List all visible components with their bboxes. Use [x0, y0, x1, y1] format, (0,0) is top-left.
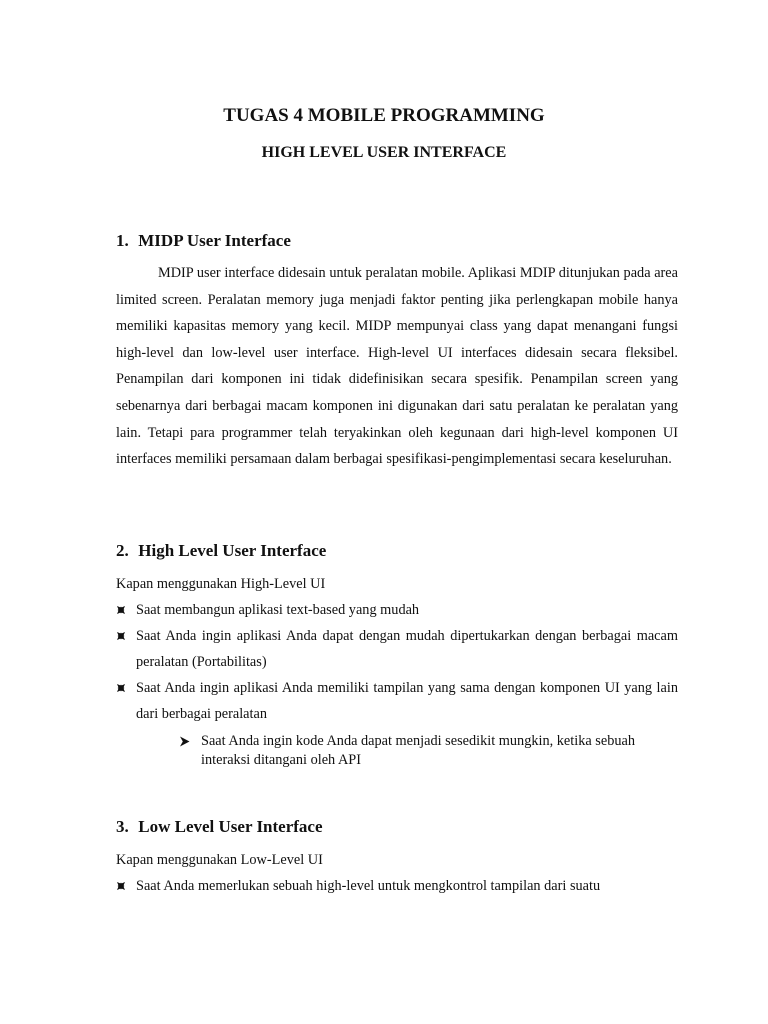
bullet-list	[116, 597, 678, 770]
section-intro: Kapan menggunakan Low-Level UI	[116, 852, 323, 868]
bullet-icon	[116, 605, 126, 615]
list-item	[116, 597, 678, 623]
bullet-list	[116, 873, 678, 899]
bullet-icon	[116, 881, 126, 891]
bullet-icon	[116, 683, 126, 693]
list-item	[116, 623, 678, 675]
list-item-text: Saat Anda ingin aplikasi Anda memiliki tampilan yang sama dengan komponen UI yang lain dari berbagai peralatan	[136, 680, 678, 722]
section-title: MIDP User Interface	[138, 231, 291, 250]
section-title: High Level User Interface	[138, 541, 327, 560]
list-item-text: Saat Anda memerlukan sebuah high-level untuk mengkontrol tampilan dari suatu	[136, 878, 601, 894]
list-item-text: Saat membangun aplikasi text-based yang mudah	[136, 602, 420, 618]
list-item	[116, 675, 678, 770]
section-number: 2.	[116, 541, 129, 560]
section-heading-high-level	[116, 541, 326, 561]
list-item	[116, 873, 678, 899]
bullet-icon	[116, 631, 126, 641]
section-intro: Kapan menggunakan High-Level UI	[116, 576, 326, 592]
document-subtitle: HIGH LEVEL USER INTERFACE	[261, 144, 507, 161]
sub-list-item-text: Saat Anda ingin kode Anda dapat menjadi sesedikit mungkin, ketika sebuah interaksi ditangani oleh API	[201, 733, 635, 768]
sub-list-item	[136, 732, 678, 770]
section-number: 3.	[116, 817, 129, 836]
section-heading-low-level	[116, 817, 323, 837]
section-number: 1.	[116, 231, 129, 250]
arrowhead-bullet-icon	[179, 736, 190, 747]
sub-bullet-list	[136, 732, 678, 770]
section-title: Low Level User Interface	[138, 817, 323, 836]
section-heading-midp	[116, 231, 291, 251]
list-item-text: Saat Anda ingin aplikasi Anda dapat dengan mudah dipertukarkan dengan berbagai macam peralatan (Portabilitas)	[136, 628, 678, 670]
document-title: TUGAS 4 MOBILE PROGRAMMING	[223, 105, 545, 126]
section-paragraph: MDIP user interface didesain untuk peralatan mobile. Aplikasi MDIP ditunjukan pada area limited screen. Peralatan memory juga menjadi faktor penting jika perlengkapan mobile hanya memiliki kapasitas memory yang kecil. MIDP mempunyai class yang dapat menangani fungsi high-level dan low-level user interface. High-level UI interfaces didesain secara fleksibel. Penampilan dari komponen ini tidak didefinisikan secara spesifik. Penampilan screen yang sebenarnya dari berbagai macam komponen ini digunakan dari satu peralatan ke peralatan yang lain. Tetapi para programmer telah teryakinkan oleh kegunaan dari high-level komponen UI interfaces memiliki persamaan dalam berbagai spesifikasi-pengimplementasi secara keseluruhan.	[116, 265, 678, 468]
